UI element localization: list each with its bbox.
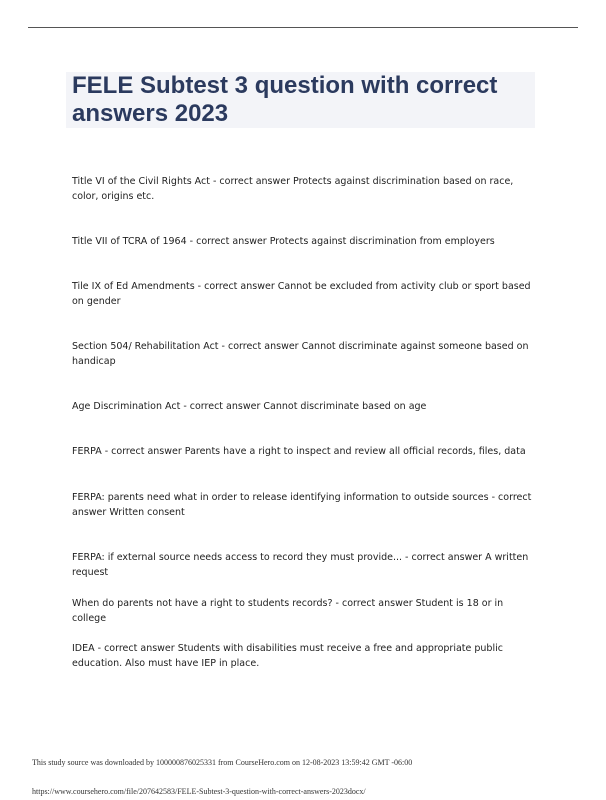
qa-item-section-504: Section 504/ Rehabilitation Act - correct answer Cannot discriminate against someone based on handicap: [72, 341, 529, 367]
qa-item-ferpa-records: FERPA - correct answer Parents have a right to inspect and review all official records, files, data: [72, 446, 526, 457]
qa-item-idea: IDEA - correct answer Students with disabilities must receive a free and appropriate public education. Also must have IEP in place.: [72, 643, 503, 669]
qa-item-title-ix: Tile IX of Ed Amendments - correct answer Cannot be excluded from activity club or sport based on gender: [72, 281, 531, 307]
qa-item-title-vii: Title VII of TCRA of 1964 - correct answer Protects against discrimination from employers: [72, 236, 495, 247]
document-title: FELE Subtest 3 question with correct answers 2023: [72, 72, 498, 127]
header-divider: [28, 27, 578, 28]
qa-item-age-discrimination: Age Discrimination Act - correct answer Cannot discriminate based on age: [72, 401, 427, 412]
qa-item-title-vi: Title VI of the Civil Rights Act - correct answer Protects against discrimination based on race, color, origins etc.: [72, 176, 514, 202]
download-note: This study source was downloaded by 100000876025331 from CourseHero.com on 12-08-2023 13:59:42 GMT -06:00: [32, 758, 413, 767]
source-url[interactable]: https://www.coursehero.com/file/207642583/FELE-Subtest-3-question-with-correct-answers-2023docx/: [32, 787, 366, 796]
qa-item-ferpa-request: FERPA: if external source needs access to record they must provide... - correct answer A written request: [72, 552, 529, 578]
qa-item-ferpa-consent: FERPA: parents need what in order to release identifying information to outside sources - correct answer Written consent: [72, 492, 532, 518]
qa-item-parents-rights: When do parents not have a right to students records? - correct answer Student is 18 or in college: [72, 598, 504, 624]
